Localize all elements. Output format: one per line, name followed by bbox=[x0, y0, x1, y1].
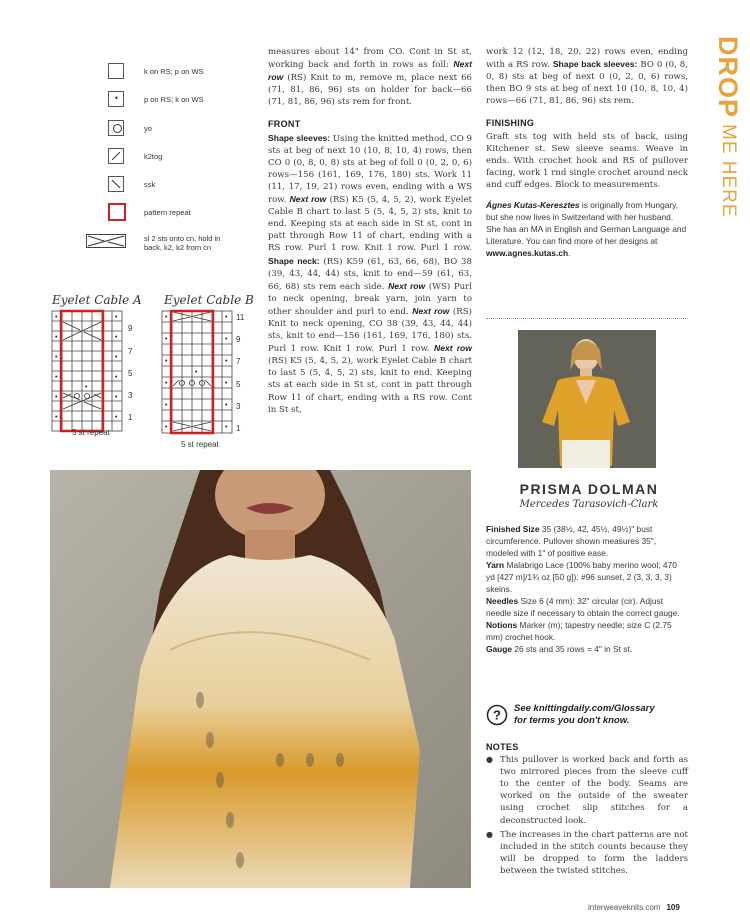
svg-text:•: • bbox=[165, 402, 168, 409]
chart-b-row-3: 3 bbox=[236, 402, 241, 411]
bio-divider bbox=[486, 318, 688, 319]
chart-b-row-5: 5 bbox=[236, 380, 241, 389]
paragraph-finishing: Graft sts tog with held sts of back, using Kitchener st. Sew sleeve seams. Weave in ends. With crochet hook and RS of pullover facing, work 1 rnd single crochet around neck and cuff edges. Block to measurements. bbox=[486, 131, 688, 190]
chart-b-title: Eyelet Cable B bbox=[164, 293, 254, 307]
svg-text:•: • bbox=[55, 354, 58, 361]
paragraph-intro: measures about 14" from CO. Cont in St st, working back and forth in rows as foll: Next row (RS) Knit to m, remove m, place next 66 (71, 81, 86, 96) sts on holder for back—66 (71, 81, 86, 96) sts rem for front. bbox=[268, 47, 472, 108]
legend-cable: sl 2 sts onto cn, hold in back, k2, k2 from cn bbox=[86, 232, 126, 250]
question-circle-icon bbox=[486, 704, 508, 726]
chart-a-row-3: 3 bbox=[128, 391, 133, 400]
heading-finishing: FINISHING bbox=[486, 118, 535, 129]
chart-b-grid bbox=[160, 309, 234, 436]
glossary-callout bbox=[486, 703, 696, 729]
chart-a-row-5: 5 bbox=[128, 369, 133, 378]
designer-bio: Ágnes Kutas-Keresztes is originally from Hungary, but she now lives in Switzerland with her husband. She has an MA in English and German Language and Literature. You can find more of her designs at www.agnes.kutas.ch. bbox=[486, 200, 687, 259]
svg-text:•: • bbox=[165, 314, 168, 321]
chart-b-row-9: 9 bbox=[236, 335, 241, 344]
pattern-specs bbox=[486, 523, 688, 655]
svg-text:•: • bbox=[165, 424, 168, 431]
front-instructions-column bbox=[268, 46, 472, 416]
legend-k2tog: k2tog bbox=[108, 147, 124, 165]
legend-ssk: ssk bbox=[108, 175, 124, 193]
svg-text:•: • bbox=[115, 374, 118, 381]
svg-text:•: • bbox=[115, 414, 118, 421]
paragraph-front: Shape sleeves: Using the knitted method, CO 9 sts at beg of next 10 (10, 8, 10, 4) rows, then CO 0 (0, 8, 0, 8) sts at beg of foll 0 (0, 2, 0, 6) rows—156 (161, 169, 176, 180) sts. Work 11 (11, 17, 19, 21) rows even, ending with a WS row. Next row (RS) K5 (5, 4, 5, 2), work Eyelet Cable B chart to last 5 (5, 4, 5, 2) sts, knit to end. Keeping sts at each side in St st, cont in patt through Row 11 of chart, ending with a RS row. Purl 1 row. Knit 1 row. Purl 1 row. Shape neck: (RS) K59 (61, 63, 66, 68), BO 38 (39, 43, 44, 44) sts, knit to end—59 (61, 63, 66, 68) sts rem each side. Next row (WS) Purl to neck opening, break yarn, join yarn to other shoulder and purl to end. Next row (RS) Knit to neck opening, CO 38 (39, 43, 44, 44) sts, knit to end—156 (161, 169, 176, 180) sts. Purl 1 row. Knit 1 row. Purl 1 row. Next row (RS) K5 (5, 4, 5, 2), work Eyelet Cable B chart to last 5 (5, 4, 5, 2) sts, knit to end. Keeping sts at each side in St st, cont in patt through Row 11 of chart, ending with a RS row. Cont in St st, bbox=[268, 132, 473, 415]
svg-text:•: • bbox=[55, 314, 58, 321]
chart-a-row-9: 9 bbox=[128, 324, 133, 333]
footer-site: interweaveknits.com bbox=[588, 903, 661, 912]
page-footer bbox=[588, 903, 680, 912]
svg-text:•: • bbox=[195, 369, 198, 376]
designer-website-link[interactable]: www.agnes.kutas.ch bbox=[486, 248, 569, 259]
svg-text:•: • bbox=[225, 314, 228, 321]
notes-section bbox=[486, 737, 688, 879]
sweater-model-photo bbox=[50, 470, 471, 888]
chart-a-row-1: 1 bbox=[128, 413, 133, 422]
glossary-link[interactable]: See knittingdaily.com/Glossary bbox=[514, 703, 655, 714]
pattern-title: PRISMA DOLMAN bbox=[519, 481, 659, 497]
left-slant-icon bbox=[108, 176, 124, 192]
spec-yarn: Yarn Malabrigo Lace (100% baby merino wool; 470 yd [427 m]/1¾ oz [50 g]): #96 sunset, 2 (3, 3, 3, 3) skeins. bbox=[486, 560, 677, 594]
right-slant-icon bbox=[108, 148, 124, 164]
svg-text:•: • bbox=[165, 358, 168, 365]
svg-text:•: • bbox=[165, 380, 168, 387]
legend-knit: k on RS; p on WS bbox=[108, 62, 124, 80]
legend-yo: yo bbox=[108, 119, 124, 137]
svg-text:•: • bbox=[115, 334, 118, 341]
notes-list bbox=[486, 754, 688, 877]
spec-size: Finished Size 35 (38½, 42, 45½, 49½)" bust circumference. Pullover shown measures 35", modeled with 1" of positive ease. bbox=[486, 524, 657, 558]
legend-purl: • p on RS; k on WS bbox=[108, 90, 124, 108]
spec-needles: Needles Size 6 (4 mm): 32" circular (cir). Adjust needle size if necessary to obtain the correct gauge. bbox=[486, 596, 680, 618]
drop-me-here-tab: DROPME HERE bbox=[713, 36, 743, 218]
svg-text:•: • bbox=[225, 424, 228, 431]
chart-a-grid bbox=[50, 309, 124, 434]
glossary-text: for terms you don't know. bbox=[514, 715, 630, 726]
svg-text:•: • bbox=[55, 414, 58, 421]
finishing-column bbox=[486, 46, 688, 259]
svg-text:?: ? bbox=[493, 707, 501, 723]
chart-b-row-11: 11 bbox=[236, 313, 245, 322]
svg-text:•: • bbox=[55, 374, 58, 381]
chart-b-repeat-label: 5 st repeat bbox=[181, 440, 219, 449]
svg-text:•: • bbox=[115, 354, 118, 361]
svg-text:•: • bbox=[85, 384, 88, 391]
svg-text:•: • bbox=[225, 358, 228, 365]
pullover-model-photo-small bbox=[518, 330, 656, 468]
list-item: ● This pullover is worked back and forth as two mirrored pieces from the sleeve cuff to the center of the body. Seams are worked on the outside of the sweater using crochet slip stitches for a deconstructed look. bbox=[500, 754, 688, 827]
chart-a-repeat-label: 5 st repeat bbox=[72, 428, 110, 437]
svg-text:•: • bbox=[115, 314, 118, 321]
empty-square-icon bbox=[108, 63, 124, 79]
cable-cross-icon bbox=[86, 234, 126, 248]
spec-gauge: Gauge 26 sts and 35 rows = 4" in St st. bbox=[486, 644, 633, 654]
svg-text:•: • bbox=[225, 380, 228, 387]
chart-b-row-1: 1 bbox=[236, 424, 241, 433]
heading-notes: NOTES bbox=[486, 742, 519, 752]
svg-text:•: • bbox=[55, 394, 58, 401]
page-number: 109 bbox=[666, 903, 680, 912]
paragraph-back-sleeves: work 12 (12, 18, 20, 22) rows even, ending with a RS row. Shape back sleeves: BO 0 (0, 8, 0, 8) sts at beg of next 0 (0, 2, 0, 6) rows, then BO 9 sts at beg of next 10 (10, 8, 10, 4) rows—66 (71, 81, 86, 96) sts rem. bbox=[486, 47, 688, 107]
circle-icon bbox=[108, 120, 124, 136]
svg-text:•: • bbox=[225, 336, 228, 343]
red-outline-square-icon bbox=[108, 203, 126, 221]
chart-a-row-7: 7 bbox=[128, 347, 133, 356]
legend-repeat: pattern repeat bbox=[108, 203, 126, 221]
svg-text:•: • bbox=[115, 394, 118, 401]
pattern-designer: Mercedes Tarasovich-Clark bbox=[519, 499, 659, 510]
chart-a-title: Eyelet Cable A bbox=[52, 293, 142, 307]
heading-front: FRONT bbox=[268, 119, 301, 130]
spec-notions: Notions Marker (m); tapestry needle; size C (2.75 mm) crochet hook. bbox=[486, 620, 672, 642]
chart-b-row-7: 7 bbox=[236, 357, 241, 366]
dot-icon: • bbox=[108, 91, 124, 107]
svg-text:•: • bbox=[165, 336, 168, 343]
list-item: ● The increases in the chart patterns are not included in the stitch counts because they will be dropped to form the ladders between the twisted stitches. bbox=[500, 829, 688, 877]
svg-text:•: • bbox=[225, 402, 228, 409]
svg-text:•: • bbox=[55, 334, 58, 341]
